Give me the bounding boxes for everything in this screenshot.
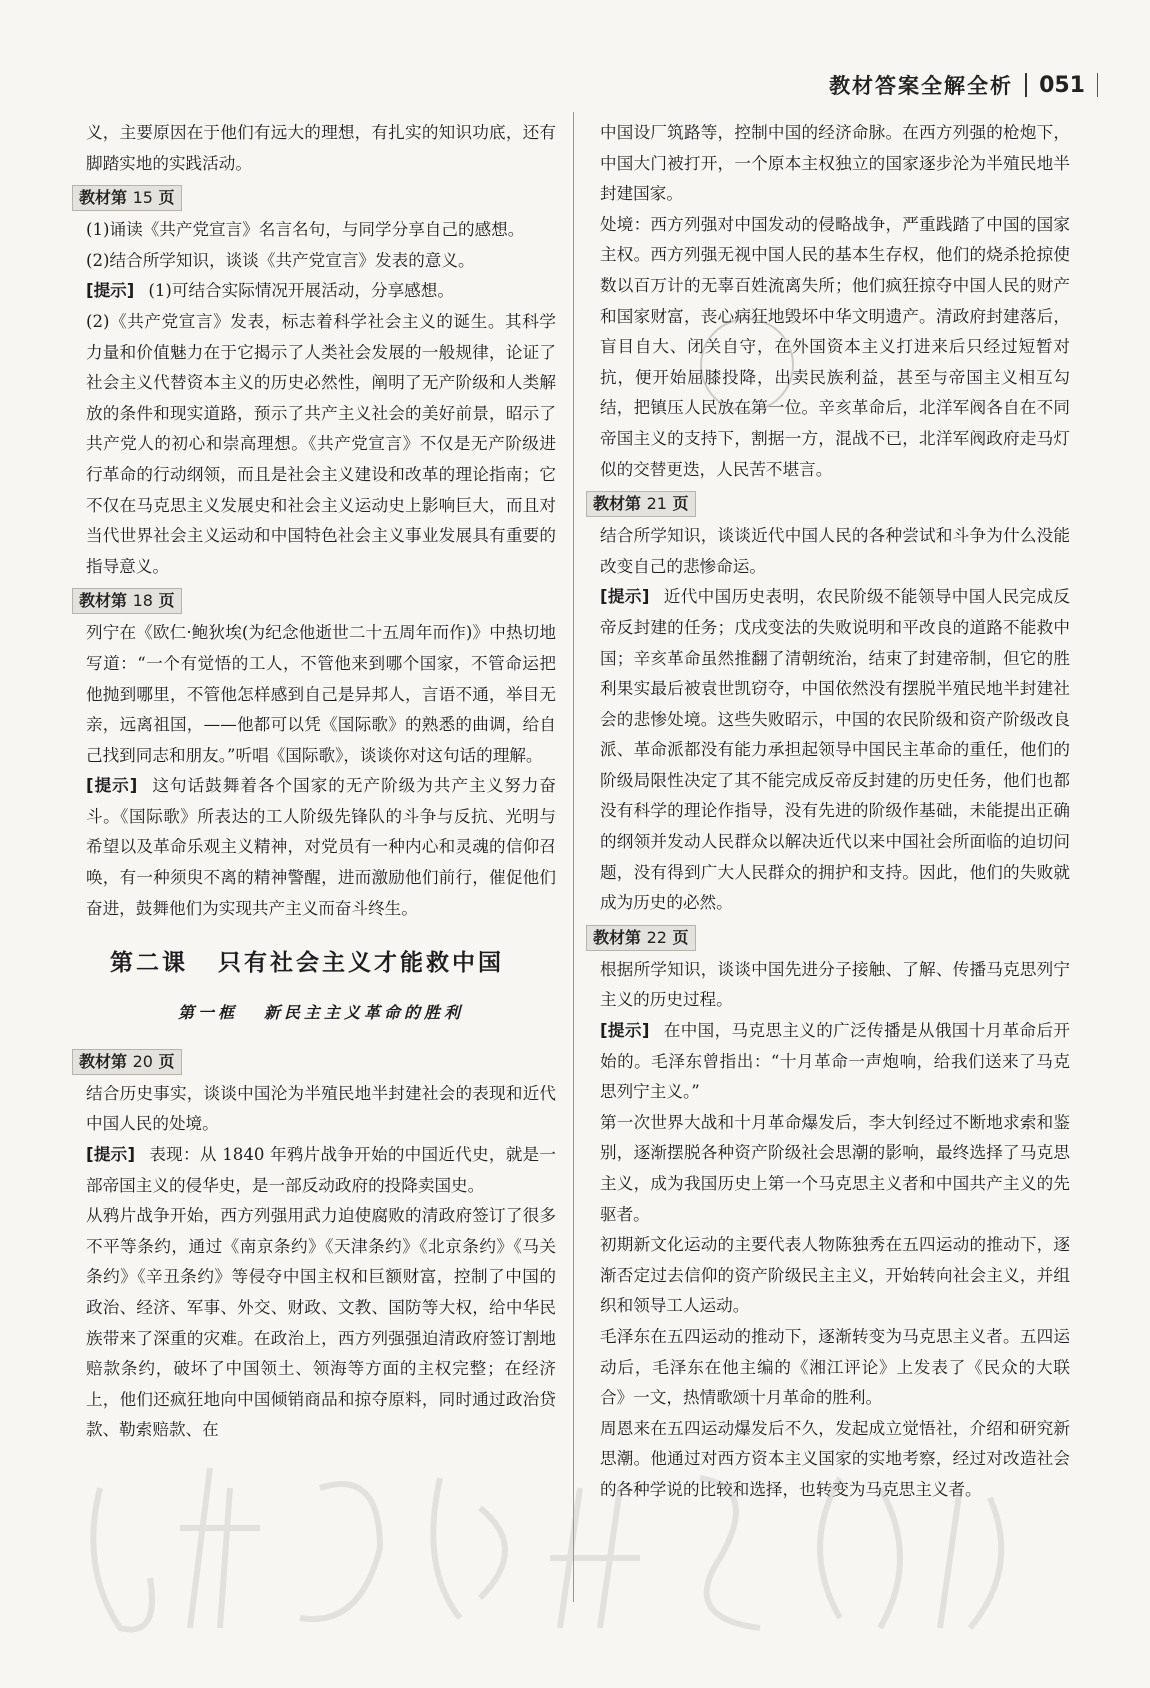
tag-page-number: 18 — [132, 591, 153, 611]
lesson-name: 只有社会主义才能救中国 — [218, 950, 504, 977]
lesson-title — [110, 946, 556, 980]
hint-label: [提示] — [86, 281, 135, 301]
stamp-watermark — [700, 318, 794, 412]
right-column — [593, 118, 1071, 1506]
answer-text: 表现：从 1840 年鸦片战争开始的中国近代史，就是一部帝国主义的侵华史，是一部反动政府的投降卖国史。 — [86, 1145, 556, 1195]
header-separator — [1025, 73, 1027, 97]
tag-suffix: 页 — [158, 1051, 175, 1071]
answer-text: 周恩来在五四运动爆发后不久，发起成立觉悟社，介绍和研究新思潮。他通过对西方资本主义国家的实地考察，经过对改造社会的各种学说的比较和选择，也转变为马克思主义者。 — [600, 1418, 1070, 1499]
tag-page-number: 21 — [646, 494, 667, 514]
watermark-graphic — [60, 1428, 1060, 1648]
lesson-number: 第二课 — [110, 950, 188, 977]
tag-suffix: 页 — [158, 188, 175, 208]
answer — [600, 582, 1070, 919]
answer-text: 这句话鼓舞着各个国家的无产阶级为共产主义努力奋斗。《国际歌》所表达的工人阶级先锋队的斗争与反抗、光明与希望以及革命乐观主义精神，对党员有一种内心和灵魂的信仰召唤，有一种须臾不离的精神警醒，进而激励他们前行，催促他们奋进，鼓舞他们为实现共产主义而奋斗终生。 — [86, 776, 557, 918]
answer-text: (1)可结合实际情况开展活动，分享感想。 — [148, 281, 454, 301]
hint-label: [提示] — [86, 1145, 136, 1165]
hint-label: [提示] — [600, 1021, 650, 1041]
tag-suffix: 页 — [672, 927, 689, 947]
section-number: 第一框 — [177, 1003, 238, 1023]
tag-prefix: 教材第 — [79, 591, 128, 611]
header-separator-right — [1097, 73, 1098, 97]
header-title: 教材答案全解全析 — [829, 74, 1014, 98]
question: 根据所学知识，谈谈中国先进分子接触、了解、传播马克思列宁主义的历史过程。 — [600, 959, 1070, 1010]
answer-text: 毛泽东在五四运动的推动下，逐渐转变为马克思主义者。五四运动后，毛泽东在他主编的《湘江评论》上发表了《民众的大联合》一文，热情歌颂十月革命的胜利。 — [600, 1326, 1070, 1408]
textbook-page-tag-21 — [586, 491, 696, 517]
page-number: 051 — [1039, 72, 1085, 98]
left-column — [79, 118, 557, 1446]
hint-label: [提示] — [600, 587, 650, 607]
tag-suffix: 页 — [158, 591, 175, 611]
hint-label: [提示] — [86, 776, 138, 796]
answer — [600, 1016, 1070, 1108]
answer-text: 近代中国历史表明，农民阶级不能领导中国人民完成反帝反封建的任务；戊戌变法的失败说明和平改良的道路不能救中国；辛亥革命虽然推翻了清朝统治，结束了封建帝制，但它的胜利果实最后被袁世凯窃夺，中国依然没有摆脱半殖民地半封建社会的悲惨处境。这些失败昭示，中国的农民阶级和资产阶级改良派、革命派都没有能力承担起领导中国民主革命的重任，他们的阶级局限性决定了其不能完成反帝反封建的历史任务，他们也都没有科学的理论作指导，没有先进的阶级作基础，未能提出正确的纲领并发动人民群众以解决近代以来中国社会所面临的迫切问题，没有得到广大人民群众的拥护和支持。因此，他们的失败就成为历史的必然。 — [600, 587, 1071, 913]
answer-text: 从鸦片战争开始，西方列强用武力迫使腐败的清政府签订了很多不平等条约，通过《南京条约》《天津条约》《北京条约》《马关条约》《辛丑条约》等侵夺中国主权和巨额财富，控制了中国的政治、经济、军事、外交、财政、文教、国防等大权，给中华民族带来了深重的灾难。在政治上，西方列强强迫清政府签订割地赔款条约，破坏了中国领土、领海等方面的主权完整；在经济上，他们还疯狂地向中国倾销商品和掠夺原料，同时通过政治贷款、勒索赔款、在 — [86, 1206, 556, 1440]
tag-suffix: 页 — [672, 494, 689, 514]
question: (1)诵读《共产党宣言》名言名句，与同学分享自己的感想。 — [86, 220, 525, 240]
answer — [86, 276, 556, 307]
tag-page-number: 20 — [132, 1051, 153, 1071]
paragraph: 中国设厂筑路等，控制中国的经济命脉。在西方列强的枪炮下，中国大门被打开，一个原本主权独立的国家逐步沦为半殖民地半封建国家。 — [600, 123, 1070, 204]
tag-prefix: 教材第 — [79, 1051, 128, 1071]
tag-prefix: 教材第 — [593, 927, 642, 947]
textbook-page-tag-20 — [72, 1049, 182, 1075]
section-title — [86, 998, 556, 1029]
question: 结合历史事实，谈谈中国沦为半殖民地半封建社会的表现和近代中国人民的处境。 — [86, 1083, 556, 1134]
tag-page-number: 15 — [132, 188, 153, 208]
paragraph: 处境：西方列强对中国发动的侵略战争，严重践踏了中国的国家主权。西方列强无视中国人民的基本生存权，他们的烧杀抢掠使数以百万计的无辜百姓流离失所；他们疯狂掠夺中国人民的财产和国家财富，丧心病狂地毁坏中华文明遗产。清政府封建落后，盲目自大、闭关自守，在外国资本主义打进来后只经过短暂对抗，便开始屈膝投降，出卖民族利益，甚至与帝国主义相互勾结，把镇压人民放在第一位。辛亥革命后，北洋军阀各自在不同帝国主义的支持下，割据一方，混战不已，北洋军阀政府走马灯似的交替更迭，人民苦不堪言。 — [600, 214, 1070, 479]
textbook-page-tag-18 — [72, 588, 182, 614]
column-divider — [573, 112, 574, 1602]
answer-text: 在中国，马克思主义的广泛传播是从俄国十月革命后开始的。毛泽东曾指出：“十月革命一声炮响，给我们送来了马克思列宁主义。” — [600, 1021, 1071, 1102]
tag-page-number: 22 — [646, 927, 667, 947]
tag-prefix: 教材第 — [593, 494, 642, 514]
section-name: 新民主主义革命的胜利 — [264, 1003, 465, 1023]
question: (2)结合所学知识，谈谈《共产党宣言》发表的意义。 — [86, 250, 475, 270]
textbook-page-tag-22 — [586, 925, 696, 951]
question: 列宁在《欧仁·鲍狄埃(为纪念他逝世二十五周年而作)》中热切地写道：“一个有觉悟的工人，不管他来到哪个国家，不管命运把他抛到哪里，不管他怎样感到自己是异邦人，言语不通，举目无亲，远离祖国，——他都可以凭《国际歌》的熟悉的曲调，给自己找到同志和朋友。”听唱《国际歌》，谈谈你对这句话的理解。 — [86, 623, 556, 765]
textbook-page-tag-15 — [72, 185, 182, 211]
tag-prefix: 教材第 — [79, 188, 128, 208]
page-header — [829, 70, 1098, 100]
answer-text: 第一次世界大战和十月革命爆发后，李大钊经过不断地求索和鉴别，逐渐摆脱各种资产阶级社会思潮的影响，最终选择了马克思主义，成为我国历史上第一个马克思主义者和中国共产主义的先驱者。 — [600, 1112, 1070, 1224]
answer-text: 初期新文化运动的主要代表人物陈独秀在五四运动的推动下，逐渐否定过去信仰的资产阶级民主主义，开始转向社会主义，并组织和领导工人运动。 — [600, 1235, 1070, 1316]
question: 结合所学知识，谈谈近代中国人民的各种尝试和斗争为什么没能改变自己的悲惨命运。 — [600, 526, 1070, 576]
answer — [86, 771, 556, 924]
answer-text: (2)《共产党宣言》发表，标志着科学社会主义的诞生。其科学力量和价值魅力在于它揭示了人类社会发展的一般规律，论证了社会主义代替资本主义的历史必然性，阐明了无产阶级和人类解放的条件和现实道路，预示了共产主义社会的美好前景，昭示了共产党人的初心和崇高理想。《共产党宣言》不仅是无产阶级进行革命的行动纲领，而且是社会主义建设和改革的理论指南；它不仅在马克思主义发展史和社会主义运动史上影响巨大，而且对当代世界社会主义运动和中国特色社会主义事业发展具有重要的指导意义。 — [86, 311, 556, 576]
answer — [86, 1140, 556, 1201]
paragraph: 义，主要原因在于他们有远大的理想，有扎实的知识功底，还有脚踏实地的实践活动。 — [86, 123, 556, 173]
